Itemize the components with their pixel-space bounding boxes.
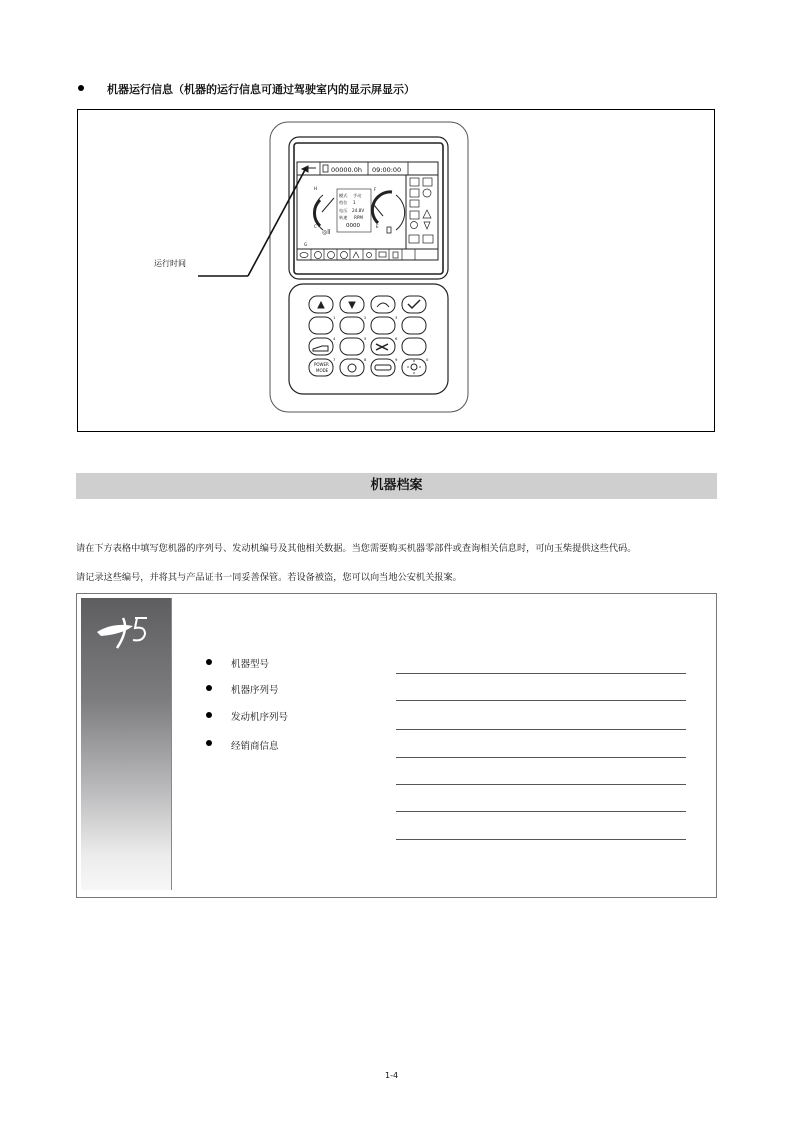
key-number-3: 3 bbox=[395, 315, 398, 320]
corner-g-label: G bbox=[304, 242, 308, 247]
gauge-e-label: E bbox=[376, 224, 379, 229]
fill-line-machine-serial[interactable] bbox=[396, 700, 686, 701]
display-hours: 00000.0h bbox=[331, 166, 362, 174]
mode-value: 手动 bbox=[353, 193, 362, 198]
page-number: 1-4 bbox=[385, 1071, 399, 1080]
speed-label: 转速 bbox=[339, 215, 348, 220]
key-number-4: 4 bbox=[333, 336, 336, 341]
brand-logo-icon bbox=[93, 612, 163, 652]
key-number-8: 8 bbox=[364, 357, 367, 362]
decorative-side-strip bbox=[81, 598, 172, 890]
callout-runtime-label: 运行时间 bbox=[154, 259, 186, 268]
section-title: 机器档案 bbox=[370, 478, 423, 493]
fill-line-engine-serial[interactable] bbox=[396, 729, 686, 730]
bullet-icon bbox=[206, 740, 212, 746]
monitor-illustration bbox=[78, 110, 716, 433]
voltage-label: 电压 bbox=[339, 208, 348, 213]
key-number-1: 1 bbox=[333, 315, 336, 320]
field-label-engine-serial: 发动机序列号 bbox=[231, 712, 289, 723]
fill-line-dealer-info-4[interactable] bbox=[396, 839, 686, 840]
field-label-dealer-info: 经销商信息 bbox=[231, 741, 279, 752]
figure-frame bbox=[77, 109, 715, 432]
machine-record-box bbox=[76, 593, 717, 898]
power-mode-line1: POWER bbox=[314, 362, 329, 367]
gear-label: 档位 bbox=[339, 200, 348, 205]
speed-value: 0000 bbox=[346, 223, 360, 229]
key-number-7: 7 bbox=[333, 357, 336, 362]
coolant-icon: ◎ll bbox=[322, 229, 331, 236]
bullet-icon bbox=[206, 685, 212, 691]
field-label-machine-serial: 机器序列号 bbox=[231, 685, 279, 696]
bullet-icon bbox=[78, 85, 84, 91]
gear-value: 1 bbox=[353, 200, 356, 205]
field-label-machine-model: 机器型号 bbox=[231, 659, 270, 670]
gauge-f-label: F bbox=[374, 187, 377, 192]
section-header-bar bbox=[76, 473, 717, 499]
power-mode-line2: MODE bbox=[316, 368, 329, 373]
key-number-6: 6 bbox=[395, 336, 398, 341]
instruction-paragraph-2: 请记录这些编号，并将其与产品证书一同妥善保管。若设备被盗，您可以向当地公安机关报案。 bbox=[76, 572, 462, 583]
voltage-value: 24.8V bbox=[352, 208, 365, 213]
speed-unit: RPM bbox=[354, 215, 364, 220]
key-number-9: 9 bbox=[395, 357, 398, 362]
gauge-h-label: H bbox=[314, 186, 318, 191]
mode-label: 模式 bbox=[339, 193, 348, 198]
display-clock: 09:00:00 bbox=[372, 166, 402, 174]
key-number-5: 5 bbox=[364, 336, 367, 341]
fill-line-dealer-info-3[interactable] bbox=[396, 811, 686, 812]
bullet-icon bbox=[206, 659, 212, 665]
fill-line-dealer-info-2[interactable] bbox=[396, 784, 686, 785]
page-heading: 机器运行信息（机器的运行信息可通过驾驶室内的显示屏显示） bbox=[107, 83, 415, 96]
bullet-icon bbox=[206, 712, 212, 718]
key-number-0: 0 bbox=[426, 357, 429, 362]
fill-line-dealer-info-1[interactable] bbox=[396, 757, 686, 758]
key-number-2: 2 bbox=[364, 315, 367, 320]
fill-line-machine-model[interactable] bbox=[396, 673, 686, 674]
gauge-c-label: C bbox=[314, 224, 317, 229]
instruction-paragraph-1: 请在下方表格中填写您机器的序列号、发动机编号及其他相关数据。当您需要购买机器零部件或查询相关信息时，可向玉柴提供这些代码。 bbox=[76, 543, 637, 554]
